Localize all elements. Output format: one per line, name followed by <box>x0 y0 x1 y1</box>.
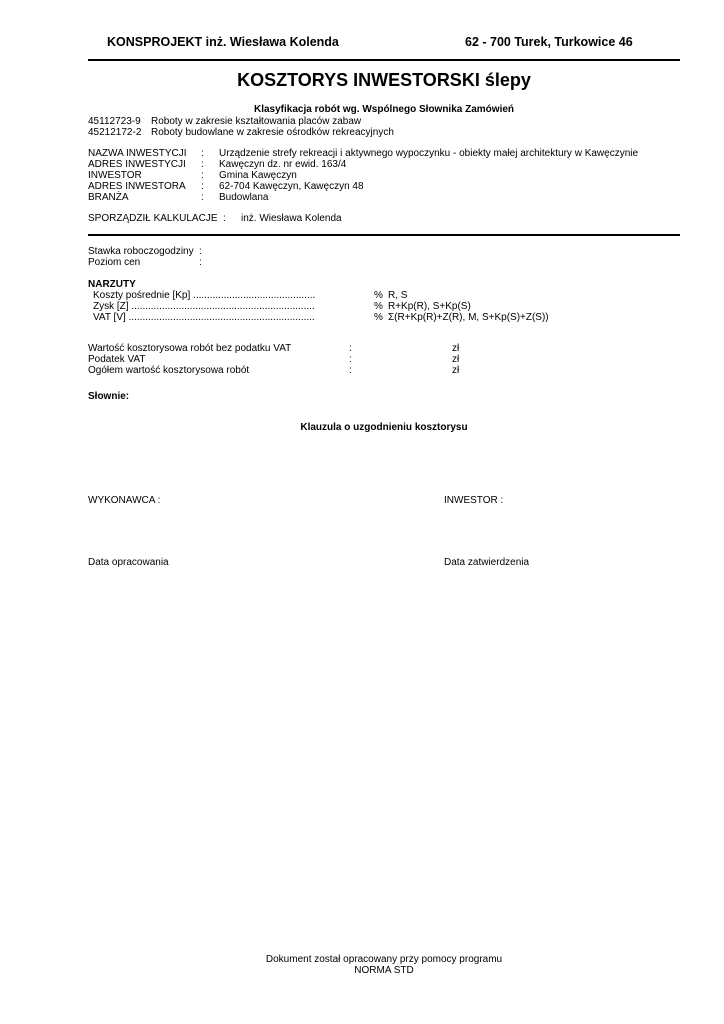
document-title: KOSZTORYS INWESTORSKI ślepy <box>237 70 531 90</box>
classification-code: 45112723-9 <box>88 116 141 127</box>
value-total-label: Ogółem wartość kosztorysowa robót <box>88 365 250 376</box>
header-divider <box>88 59 680 61</box>
colon: : <box>201 170 204 181</box>
footer-line1: Dokument został opracowany przy pomocy programu <box>265 954 503 965</box>
in-words-label: Słownie: <box>88 391 130 402</box>
colon: : <box>201 148 204 159</box>
colon: : <box>201 159 204 170</box>
surcharge-basis: R+Kp(R), S+Kp(S) <box>388 301 471 312</box>
investment-address-label: ADRES INWESTYCJI <box>88 159 186 170</box>
colon: : <box>199 246 202 257</box>
surcharge-unit: % <box>374 290 383 301</box>
date-prepared-label: Data opracowania <box>88 557 169 568</box>
clause-heading: Klauzula o uzgodnieniu kosztorysu <box>300 422 468 433</box>
classification-desc: Roboty budowlane w zakresie ośrodków rekreacyjnych <box>151 127 394 138</box>
surcharge-label: Zysk [Z] .................................................................. <box>93 301 315 312</box>
colon: : <box>201 192 204 203</box>
investor-address-value: 62-704 Kawęczyn, Kawęczyn 48 <box>219 181 364 192</box>
section-divider <box>88 234 680 236</box>
surcharge-unit: % <box>374 301 383 312</box>
colon: : <box>349 365 352 376</box>
surcharge-basis: R, S <box>388 290 408 301</box>
price-level-label: Poziom cen <box>88 257 141 268</box>
surcharge-unit: % <box>374 312 383 323</box>
prepared-by-label: SPORZĄDZIŁ KALKULACJE <box>88 213 218 224</box>
classification-desc: Roboty w zakresie kształtowania placów zabaw <box>151 116 362 127</box>
prepared-by-value: inż. Wiesława Kolenda <box>241 213 342 224</box>
colon: : <box>349 354 352 365</box>
company-address: 62 - 700 Turek, Turkowice 46 <box>465 35 633 49</box>
value-net-label: Wartość kosztorysowa robót bez podatku VAT <box>88 343 292 354</box>
colon: : <box>199 257 202 268</box>
surcharge-basis: Σ(R+Kp(R)+Z(R), M, S+Kp(S)+Z(S)) <box>388 312 549 323</box>
investment-name-label: NAZWA INWESTYCJI <box>88 148 187 159</box>
footer-line2: NORMA STD <box>354 965 414 976</box>
branch-value: Budowlana <box>219 192 269 203</box>
surcharge-label: VAT [V] ................................................................... <box>93 312 315 323</box>
surcharge-label: Koszty pośrednie [Kp] ............................................ <box>93 290 316 301</box>
investor-address-label: ADRES INWESTORA <box>88 181 186 192</box>
branch-label: BRANŻA <box>88 192 129 203</box>
colon: : <box>223 213 226 224</box>
value-vat-label: Podatek VAT <box>88 354 146 365</box>
investor-signature-label: INWESTOR : <box>444 495 504 506</box>
currency-unit: zł <box>452 343 460 354</box>
investor-value: Gmina Kawęczyn <box>219 170 297 181</box>
investment-address-value: Kawęczyn dz. nr ewid. 163/4 <box>219 159 347 170</box>
labor-rate-label: Stawka roboczogodziny <box>88 246 194 257</box>
investment-name-value: Urządzenie strefy rekreacji i aktywnego wypoczynku - obiekty małej architektury w Kawęczynie <box>219 148 639 159</box>
company-name: KONSPROJEKT inż. Wiesława Kolenda <box>107 35 339 49</box>
classification-code: 45212172-2 <box>88 127 142 138</box>
currency-unit: zł <box>452 354 460 365</box>
colon: : <box>201 181 204 192</box>
contractor-label: WYKONAWCA : <box>88 495 161 506</box>
surcharges-heading: NARZUTY <box>88 279 136 290</box>
colon: : <box>349 343 352 354</box>
currency-unit: zł <box>452 365 460 376</box>
investor-label: INWESTOR <box>88 170 142 181</box>
classification-heading: Klasyfikacja robót wg. Wspólnego Słownika Zamówień <box>253 104 515 115</box>
date-approved-label: Data zatwierdzenia <box>444 557 530 568</box>
